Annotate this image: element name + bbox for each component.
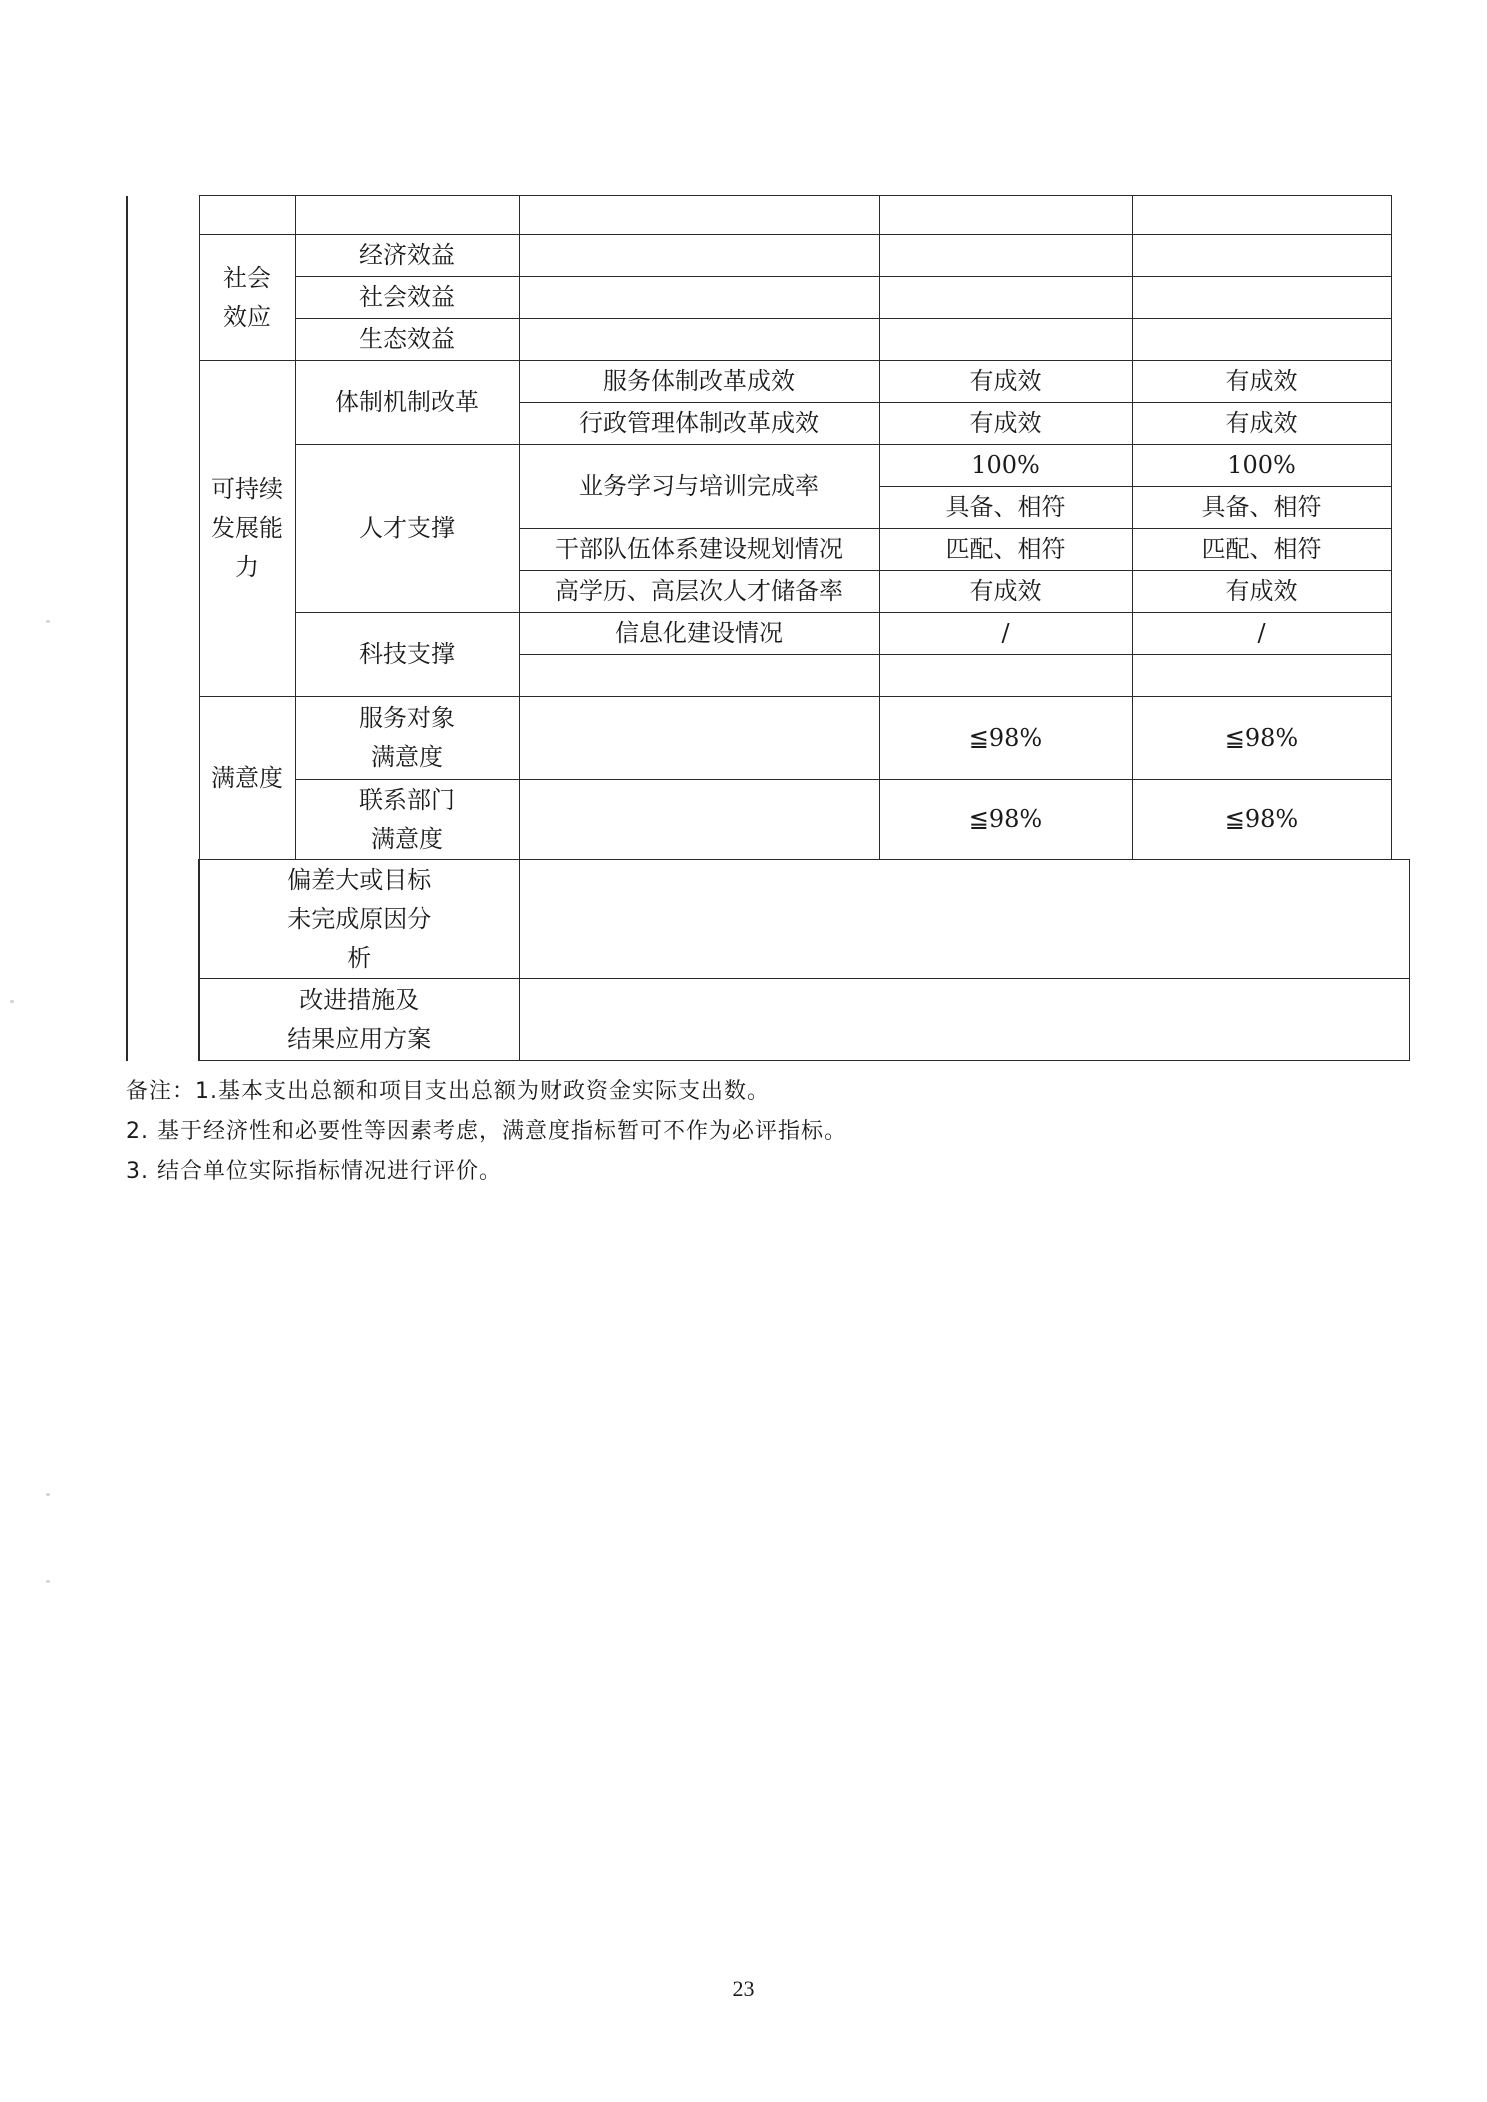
empty-cell (1132, 196, 1391, 235)
empty-cell (1132, 277, 1391, 319)
empty-cell (295, 196, 519, 235)
indicator-cell: 干部队伍体系建设规划情况 (519, 529, 879, 571)
notes (126, 1072, 847, 1192)
target-cell: ≦98% (879, 780, 1132, 860)
actual-cell: / (1132, 613, 1391, 655)
empty-cell (519, 697, 879, 780)
indicator-cell: 行政管理体制改革成效 (519, 403, 879, 445)
scan-speck (46, 620, 50, 623)
empty-cell (1132, 235, 1391, 277)
empty-cell (519, 780, 879, 860)
target-cell: 有成效 (879, 403, 1132, 445)
scan-speck (10, 1000, 14, 1003)
indicator-cell: 服务体制改革成效 (519, 361, 879, 403)
actual-cell: 有成效 (1132, 361, 1391, 403)
improvement-label: 改进措施及 结果应用方案 (199, 979, 519, 1061)
note-line: 2. 基于经济性和必要性等因素考虑，满意度指标暂可不作为必评指标。 (126, 1119, 847, 1144)
target-cell: ≦98% (879, 697, 1132, 780)
performance-evaluation-table (126, 195, 1410, 1061)
table-row (127, 235, 1410, 277)
satisfaction-category: 满意度 (199, 697, 295, 860)
page-number: 23 (732, 1976, 755, 2001)
empty-cell (879, 655, 1132, 697)
economic-benefit-label: 经济效益 (295, 235, 519, 277)
tech-support-label: 科技支撑 (295, 613, 519, 697)
table-row (127, 319, 1410, 361)
deviation-analysis-label: 偏差大或目标 未完成原因分 析 (199, 860, 519, 979)
empty-cell (1132, 319, 1391, 361)
actual-cell: 有成效 (1132, 403, 1391, 445)
indicator-cell: 业务学习与培训完成率 (519, 445, 879, 529)
empty-cell (199, 196, 295, 235)
empty-cell (879, 277, 1132, 319)
empty-cell (879, 235, 1132, 277)
social-benefit-label: 社会效益 (295, 277, 519, 319)
table-row (127, 697, 1410, 780)
ecological-benefit-label: 生态效益 (295, 319, 519, 361)
deviation-analysis-content (519, 860, 1410, 979)
table-row (127, 277, 1410, 319)
indicator-cell: 高学历、高层次人才储备率 (519, 571, 879, 613)
note-line: 3. 结合单位实际指标情况进行评价。 (126, 1159, 502, 1184)
actual-cell: 匹配、相符 (1132, 529, 1391, 571)
target-cell: / (879, 613, 1132, 655)
note-line: 备注：1.基本支出总额和项目支出总额为财政资金实际支出数。 (126, 1079, 770, 1104)
table-row (127, 445, 1410, 487)
empty-cell (519, 196, 879, 235)
scan-speck (46, 1580, 50, 1583)
target-cell: 匹配、相符 (879, 529, 1132, 571)
talent-support-label: 人才支撑 (295, 445, 519, 613)
target-cell: 有成效 (879, 571, 1132, 613)
empty-cell (519, 235, 879, 277)
actual-cell: ≦98% (1132, 697, 1391, 780)
table-row (127, 196, 1410, 235)
empty-cell (519, 319, 879, 361)
institutional-reform-label: 体制机制改革 (295, 361, 519, 445)
table-row (127, 613, 1410, 655)
empty-cell (879, 196, 1132, 235)
service-target-satisfaction-label: 服务对象 满意度 (295, 697, 519, 780)
sustainability-category: 可持续 发展能 力 (199, 361, 295, 697)
target-cell: 100% (879, 445, 1132, 487)
empty-cell (1132, 655, 1391, 697)
target-cell: 有成效 (879, 361, 1132, 403)
actual-cell: 100% (1132, 445, 1391, 487)
social-effect-category: 社会 效应 (199, 235, 295, 361)
table-row (127, 979, 1410, 1061)
table-row (127, 860, 1410, 979)
table-row (127, 361, 1410, 403)
left-margin-cell (127, 196, 199, 1061)
table-row (127, 780, 1410, 860)
improvement-content (519, 979, 1410, 1061)
indicator-cell: 信息化建设情况 (519, 613, 879, 655)
scan-speck (46, 1493, 50, 1496)
empty-cell (519, 277, 879, 319)
actual-cell: ≦98% (1132, 780, 1391, 860)
empty-cell (879, 319, 1132, 361)
related-dept-satisfaction-label: 联系部门 满意度 (295, 780, 519, 860)
actual-cell: 具备、相符 (1132, 487, 1391, 529)
target-cell: 具备、相符 (879, 487, 1132, 529)
empty-cell (519, 655, 879, 697)
actual-cell: 有成效 (1132, 571, 1391, 613)
